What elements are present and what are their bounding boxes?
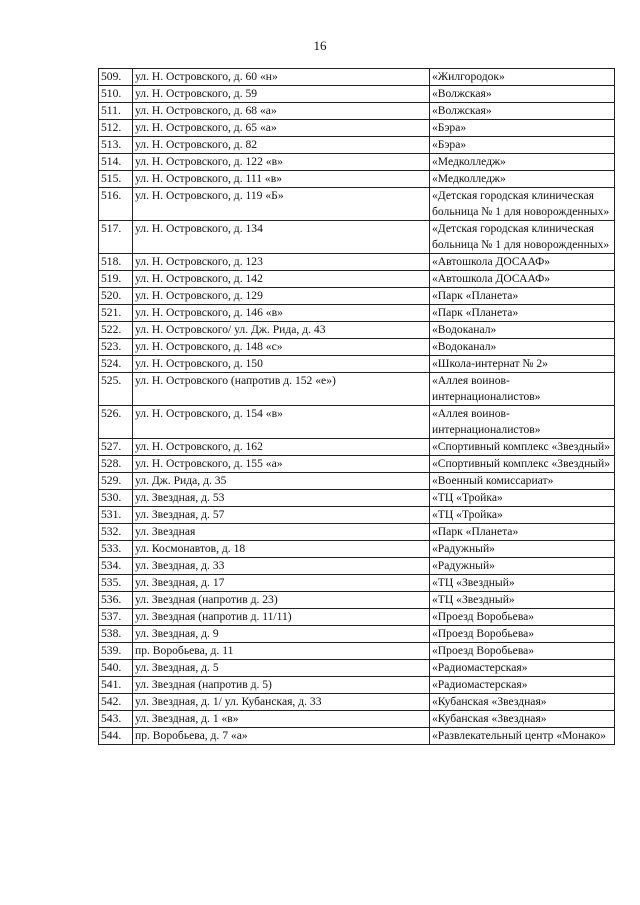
row-number: 528. [99,456,133,473]
row-stop-name: «Проезд Воробьева» [430,626,615,643]
row-number: 542. [99,694,133,711]
row-address: ул. Н. Островского, д. 142 [133,271,430,288]
table-row [99,271,615,288]
row-stop-name: «ТЦ «Тройка» [430,490,615,507]
row-number: 529. [99,473,133,490]
table-row [99,507,615,524]
table-row [99,171,615,188]
table-row [99,339,615,356]
row-stop-name: «Парк «Планета» [430,305,615,322]
row-number: 533. [99,541,133,558]
table-row [99,694,615,711]
row-number: 514. [99,154,133,171]
row-stop-name: «ТЦ «Звездный» [430,592,615,609]
row-stop-name: «Радиомастерская» [430,660,615,677]
row-stop-name: «Аллея воинов-интернационалистов» [430,406,615,439]
bus-stops-table-body [99,69,615,745]
row-number: 519. [99,271,133,288]
row-address: ул. Звездная, д. 17 [133,575,430,592]
table-row [99,677,615,694]
row-number: 535. [99,575,133,592]
row-address: ул. Звездная (напротив д. 11/11) [133,609,430,626]
row-address: ул. Н. Островского, д. 68 «а» [133,103,430,120]
row-number: 526. [99,406,133,439]
row-number: 509. [99,69,133,86]
table-row [99,137,615,154]
row-number: 518. [99,254,133,271]
row-number: 523. [99,339,133,356]
row-stop-name: «Водоканал» [430,322,615,339]
row-stop-name: «Спортивный комплекс «Звездный» [430,439,615,456]
row-address: ул. Звездная (напротив д. 5) [133,677,430,694]
row-address: ул. Звездная, д. 1/ ул. Кубанская, д. 33 [133,694,430,711]
row-number: 515. [99,171,133,188]
row-number: 524. [99,356,133,373]
row-number: 531. [99,507,133,524]
row-stop-name: «Жилгородок» [430,69,615,86]
table-row [99,221,615,254]
table-row [99,406,615,439]
row-stop-name: «Волжская» [430,86,615,103]
row-stop-name: «Спортивный комплекс «Звездный» [430,456,615,473]
row-number: 534. [99,558,133,575]
row-address: ул. Звездная, д. 5 [133,660,430,677]
row-stop-name: «Радужный» [430,558,615,575]
table-row [99,558,615,575]
table-row [99,439,615,456]
row-stop-name: «Школа-интернат № 2» [430,356,615,373]
row-number: 544. [99,728,133,745]
row-number: 511. [99,103,133,120]
row-address: ул. Звездная, д. 33 [133,558,430,575]
table-row [99,660,615,677]
row-stop-name: «Бэра» [430,120,615,137]
row-stop-name: «Волжская» [430,103,615,120]
row-stop-name: «Медколледж» [430,154,615,171]
table-row [99,356,615,373]
row-number: 517. [99,221,133,254]
row-address: ул. Н. Островского/ ул. Дж. Рида, д. 43 [133,322,430,339]
row-number: 538. [99,626,133,643]
row-address: ул. Н. Островского, д. 123 [133,254,430,271]
row-address: ул. Н. Островского, д. 162 [133,439,430,456]
row-address: ул. Н. Островского, д. 154 «в» [133,406,430,439]
row-number: 527. [99,439,133,456]
table-row [99,626,615,643]
row-number: 536. [99,592,133,609]
table-row [99,524,615,541]
table-row [99,305,615,322]
row-number: 541. [99,677,133,694]
table-row [99,643,615,660]
row-number: 522. [99,322,133,339]
table-row [99,575,615,592]
row-address: ул. Н. Островского, д. 134 [133,221,430,254]
row-address: ул. Н. Островского, д. 150 [133,356,430,373]
page-number: 16 [313,38,327,53]
row-address: ул. Дж. Рида, д. 35 [133,473,430,490]
row-number: 510. [99,86,133,103]
row-stop-name: «Кубанская «Звездная» [430,694,615,711]
row-number: 520. [99,288,133,305]
bus-stops-table [98,68,615,745]
row-address: ул. Н. Островского (напротив д. 152 «е») [133,373,430,406]
row-address: ул. Н. Островского, д. 59 [133,86,430,103]
row-stop-name: «Проезд Воробьева» [430,609,615,626]
row-stop-name: «Радужный» [430,541,615,558]
row-stop-name: «Детская городская клиническая больница № 1 для новорожденных» [430,188,615,221]
row-stop-name: «ТЦ «Звездный» [430,575,615,592]
row-stop-name: «Медколледж» [430,171,615,188]
row-number: 530. [99,490,133,507]
row-number: 537. [99,609,133,626]
row-number: 513. [99,137,133,154]
row-address: ул. Н. Островского, д. 122 «в» [133,154,430,171]
row-address: ул. Н. Островского, д. 119 «Б» [133,188,430,221]
row-address: ул. Н. Островского, д. 148 «с» [133,339,430,356]
row-address: ул. Н. Островского, д. 111 «в» [133,171,430,188]
table-row [99,288,615,305]
table-row [99,154,615,171]
row-stop-name: «Парк «Планета» [430,288,615,305]
table-row [99,711,615,728]
row-address: ул. Звездная, д. 1 «в» [133,711,430,728]
row-address: ул. Космонавтов, д. 18 [133,541,430,558]
row-stop-name: «Аллея воинов-интернационалистов» [430,373,615,406]
row-stop-name: «Детская городская клиническая больница № 1 для новорожденных» [430,221,615,254]
table-row [99,254,615,271]
row-stop-name: «Кубанская «Звездная» [430,711,615,728]
row-address: ул. Н. Островского, д. 65 «а» [133,120,430,137]
row-number: 525. [99,373,133,406]
table-row [99,86,615,103]
row-address: пр. Воробьева, д. 11 [133,643,430,660]
row-number: 540. [99,660,133,677]
row-stop-name: «Бэра» [430,137,615,154]
row-number: 539. [99,643,133,660]
table-row [99,322,615,339]
row-stop-name: «Развлекательный центр «Монако» [430,728,615,745]
table-row [99,728,615,745]
row-stop-name: «Автошкола ДОСААФ» [430,271,615,288]
row-address: ул. Звездная (напротив д. 23) [133,592,430,609]
table-row [99,609,615,626]
row-address: ул. Н. Островского, д. 129 [133,288,430,305]
row-number: 512. [99,120,133,137]
table-row [99,373,615,406]
row-stop-name: «Радиомастерская» [430,677,615,694]
row-address: ул. Звездная, д. 57 [133,507,430,524]
row-stop-name: «Автошкола ДОСААФ» [430,254,615,271]
row-address: ул. Звездная, д. 53 [133,490,430,507]
row-stop-name: «Военный комиссариат» [430,473,615,490]
table-row [99,473,615,490]
table-row [99,103,615,120]
table-row [99,490,615,507]
row-address: ул. Н. Островского, д. 146 «в» [133,305,430,322]
row-address: ул. Звездная, д. 9 [133,626,430,643]
row-number: 532. [99,524,133,541]
table-row [99,541,615,558]
row-address: пр. Воробьева, д. 7 «а» [133,728,430,745]
table-row [99,188,615,221]
row-number: 543. [99,711,133,728]
row-address: ул. Н. Островского, д. 60 «н» [133,69,430,86]
table-row [99,69,615,86]
table-row [99,456,615,473]
row-address: ул. Звездная [133,524,430,541]
row-number: 516. [99,188,133,221]
row-stop-name: «Проезд Воробьева» [430,643,615,660]
row-number: 521. [99,305,133,322]
table-row [99,120,615,137]
table-row [99,592,615,609]
row-address: ул. Н. Островского, д. 82 [133,137,430,154]
row-stop-name: «ТЦ «Тройка» [430,507,615,524]
row-stop-name: «Водоканал» [430,339,615,356]
row-stop-name: «Парк «Планета» [430,524,615,541]
row-address: ул. Н. Островского, д. 155 «а» [133,456,430,473]
